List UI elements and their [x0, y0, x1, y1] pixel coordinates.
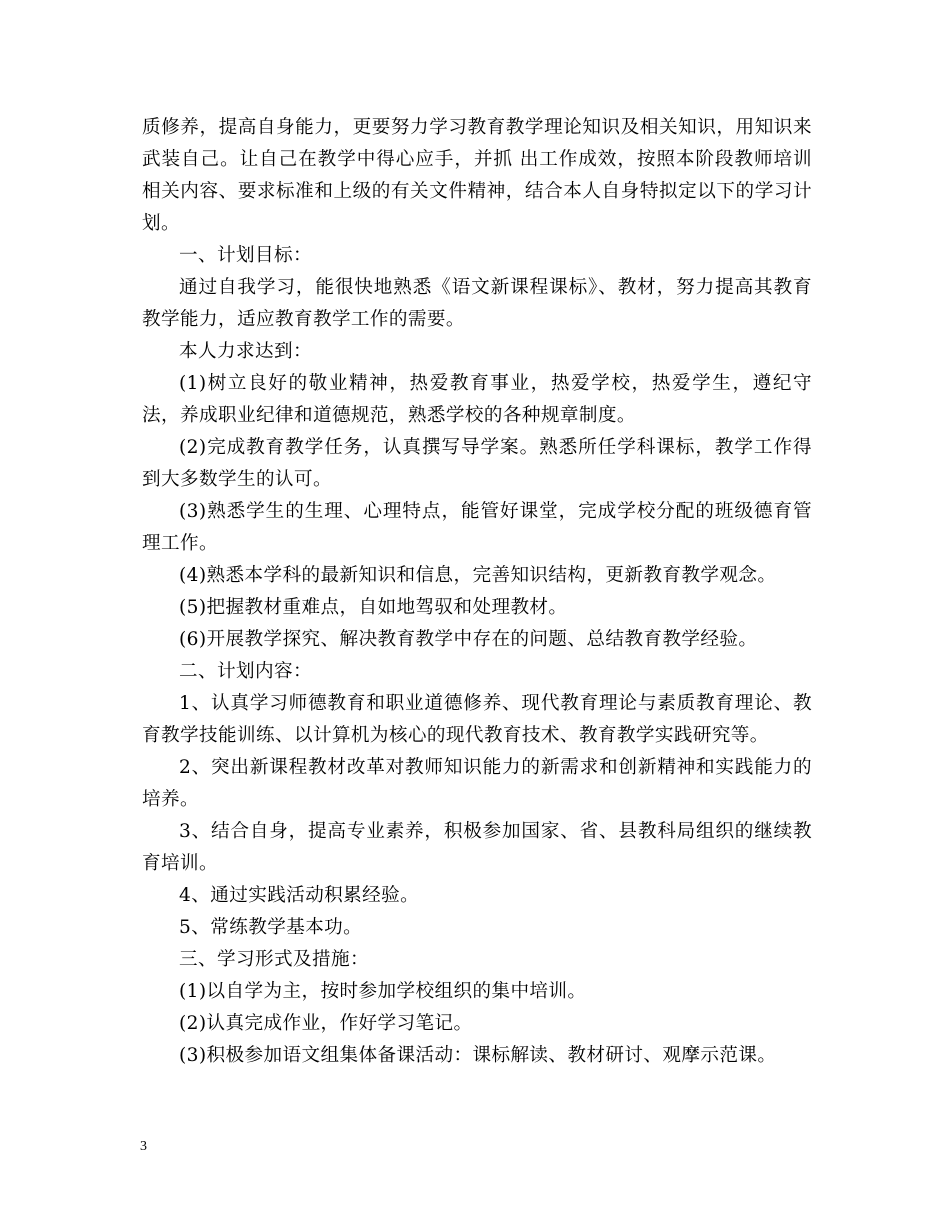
- list-item: (1)以自学为主，按时参加学校组织的集中培训。: [179, 981, 587, 1002]
- list-item: 4、通过实践活动积累经验。: [179, 885, 420, 906]
- list-item: (1)树立良好的敬业精神，热爱教育事业，热爱学校，热爱学生，遵纪守法，养成职业纪律和道德规范，熟悉学校的各种规章制度。: [142, 373, 812, 426]
- list-item: 5、常练教学基本功。: [179, 917, 363, 938]
- list-item: 1、认真学习师德教育和职业道德修养、现代教育理论与素质教育理论、教育教学技能训练、以计算机为核心的现代教育技术、教育教学实践研究等。: [142, 693, 812, 746]
- list-item: (5)把握教材重难点，自如地驾驭和处理教材。: [179, 597, 568, 618]
- list-item: 3、结合自身，提高专业素养，积极参加国家、省、县教科局组织的继续教育培训。: [142, 821, 812, 874]
- list-item: (3)熟悉学生的生理、心理特点，能管好课堂，完成学校分配的班级德育管理工作。: [142, 501, 812, 554]
- section-heading: 一、计划目标：: [179, 245, 312, 266]
- list-item: (2)完成教育教学任务，认真撰写导学案。熟悉所任学科课标，教学工作得到大多数学生的认可。: [142, 437, 812, 490]
- paragraph: 通过自我学习，能很快地熟悉《语文新课程课标》、教材，努力提高其教育教学能力，适应教育教学工作的需要。: [142, 277, 812, 330]
- document-body: [142, 112, 812, 1072]
- list-item: 2、突出新课程教材改革对教师知识能力的新需求和创新精神和实践能力的培养。: [142, 757, 812, 810]
- section-heading: 三、学习形式及措施：: [179, 949, 369, 970]
- list-item: (2)认真完成作业，作好学习笔记。: [179, 1013, 473, 1034]
- list-item: (3)积极参加语文组集体备课活动：课标解读、教材研讨、观摩示范课。: [179, 1045, 777, 1066]
- page-number: 3: [140, 1139, 147, 1154]
- list-item: (4)熟悉本学科的最新知识和信息，完善知识结构，更新教育教学观念。: [179, 565, 777, 586]
- paragraph: 质修养，提高自身能力，更要努力学习教育教学理论知识及相关知识，用知识来武装自己。让自己在教学中得心应手，并抓 出工作成效，按照本阶段教师培训相关内容、要求标准和上级的有关文件精神，结合本人自身特拟定以下的学习计划。: [142, 117, 812, 234]
- list-item: (6)开展教学探究、解决教育教学中存在的问题、总结教育教学经验。: [179, 629, 758, 650]
- section-heading: 二、计划内容：: [179, 661, 312, 682]
- paragraph: 本人力求达到：: [179, 341, 312, 362]
